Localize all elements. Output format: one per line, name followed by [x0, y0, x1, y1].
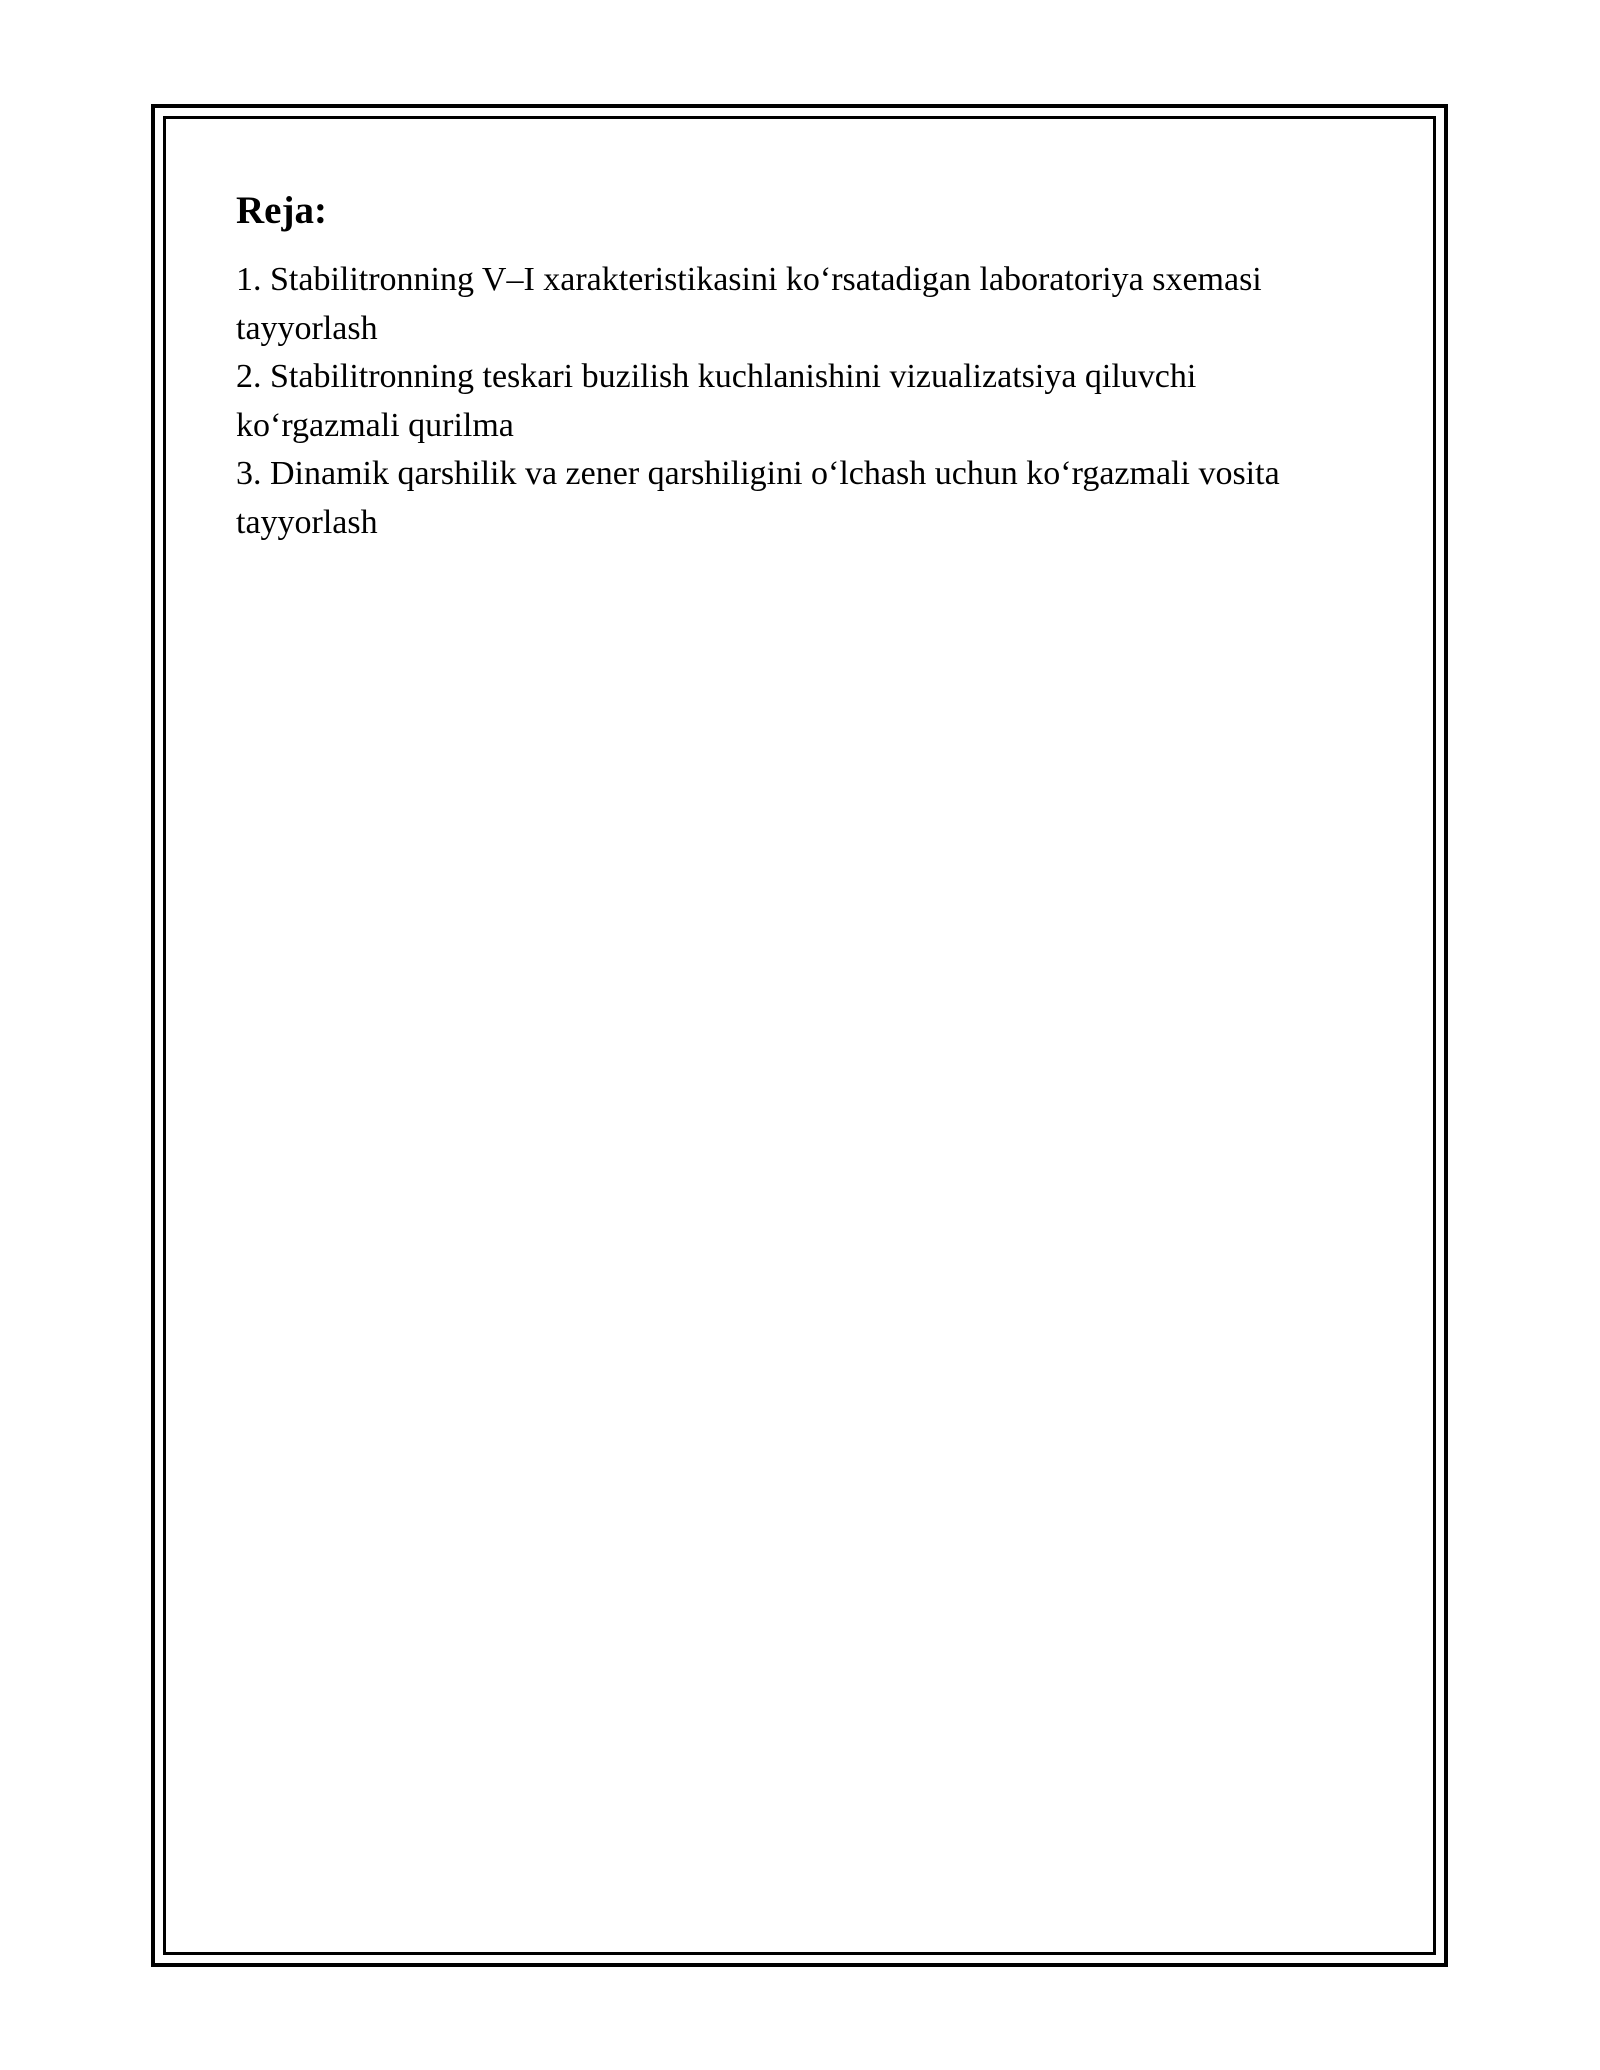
plan-item-number: 1.: [236, 261, 262, 298]
plan-item-text-line1: Stabilitronning V–I xarakteristikasini ko‘rsatadigan laboratoriya sxemasi: [270, 261, 1262, 298]
plan-item-text-line2: tayyorlash: [236, 309, 378, 347]
plan-item-text-line1: Dinamik qarshilik va zener qarshiligini o‘lchash uchun ko‘rgazmali vosita: [270, 455, 1280, 492]
plan-item-text-line2: tayyorlash: [236, 503, 378, 541]
plan-item-text-line2: ko‘rgazmali qurilma: [236, 406, 514, 444]
plan-item-text-line1: Stabilitronning teskari buzilish kuchlanishini vizualizatsiya qiluvchi: [270, 358, 1197, 395]
plan-item-number: 2.: [236, 358, 262, 395]
document-content: [236, 186, 1376, 547]
plan-item-number: 3.: [236, 455, 262, 492]
plan-list: [236, 256, 1376, 547]
plan-item-2: [236, 353, 1376, 450]
plan-item-1: [236, 256, 1376, 353]
plan-heading: Reja:: [236, 189, 327, 232]
plan-item-3: [236, 450, 1376, 547]
